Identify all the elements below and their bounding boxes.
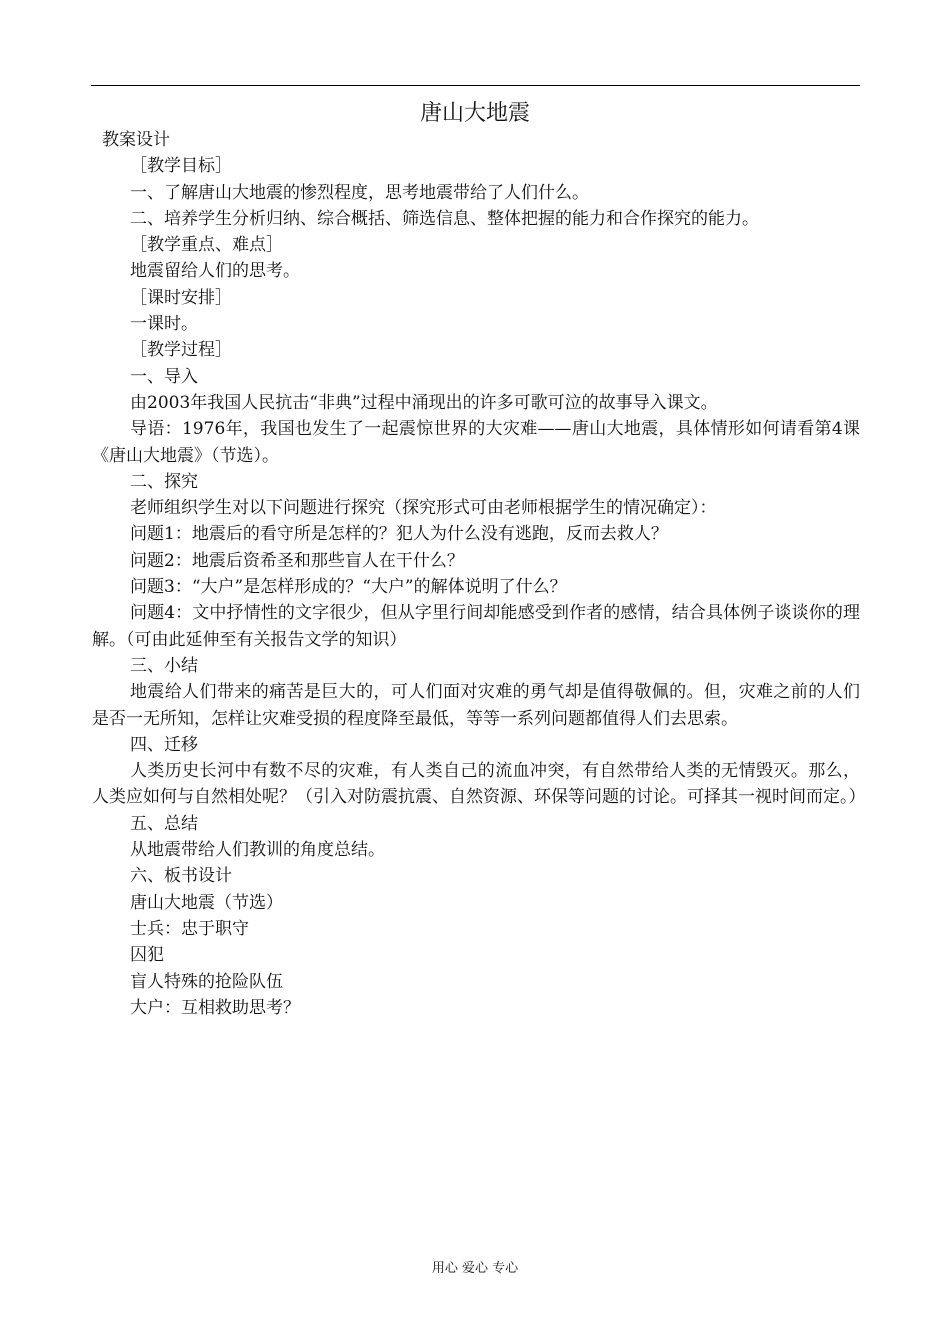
paragraph: 问题3：“大户”是怎样形成的？“大户”的解体说明了什么？ xyxy=(130,577,567,598)
paragraph: 一、导入 xyxy=(130,366,198,387)
paragraph: 盲人特殊的抢险队伍 xyxy=(130,971,283,992)
document-body xyxy=(92,127,866,1021)
paragraph: 地震给人们带来的痛苦是巨大的，可人们面对灾难的勇气却是值得敬佩的。但，灾难之前的人们是否一无所知，怎样让灾难受损的程度降至最低，等等一系列问题都值得人们去思索。 xyxy=(92,682,860,729)
paragraph: 二、培养学生分析归纳、综合概括、筛选信息、整体把握的能力和合作探究的能力。 xyxy=(130,208,759,229)
paragraph: 由2003年我国人民抗击“非典”过程中涌现出的许多可歌可泣的故事导入课文。 xyxy=(130,392,718,413)
paragraph: 问题4：文中抒情性的文字很少，但从字里行间却能感受到作者的感情，结合具体例子谈谈你的理解。（可由此延伸至有关报告文学的知识） xyxy=(92,603,860,650)
paragraph: 大户：互相救助思考？ xyxy=(130,997,300,1018)
paragraph: 导语：1976年，我国也发生了一起震惊世界的大灾难——唐山大地震，具体情形如何请看第4课《唐山大地震》（节选）。 xyxy=(92,419,860,466)
page-footer: 用心 爱心 专心 xyxy=(431,1261,519,1276)
paragraph: ［教学目标］ xyxy=(130,156,232,177)
paragraph: 二、探究 xyxy=(130,471,198,492)
paragraph: 人类历史长河中有数不尽的灾难，有人类自己的流血冲突，有自然带给人类的无情毁灭。那么，人类应如何与自然相处呢？（引入对防震抗震、自然资源、环保等问题的讨论。可择其一视时间而定。） xyxy=(92,761,866,808)
paragraph: 从地震带给人们教训的角度总结。 xyxy=(130,840,385,861)
paragraph: 问题1：地震后的看守所是怎样的？犯人为什么没有逃跑，反而去救人？ xyxy=(130,524,668,545)
paragraph: 三、小结 xyxy=(130,655,198,676)
paragraph: 士兵：忠于职守 xyxy=(130,918,249,939)
paragraph: 问题2：地震后资希圣和那些盲人在干什么？ xyxy=(130,550,464,571)
paragraph: 六、板书设计 xyxy=(130,866,232,887)
paragraph: 五、总结 xyxy=(130,813,198,834)
paragraph: 老师组织学生对以下问题进行探究（探究形式可由老师根据学生的情况确定）： xyxy=(130,498,717,519)
paragraph: 唐山大地震（节选） xyxy=(130,892,283,913)
paragraph: 囚犯 xyxy=(130,945,164,966)
document-title: 唐山大地震 xyxy=(419,101,530,126)
paragraph: 地震留给人们的思考。 xyxy=(130,261,300,282)
paragraph: 一、了解唐山大地震的惨烈程度，思考地震带给了人们什么。 xyxy=(130,182,589,203)
paragraph: ［课时安排］ xyxy=(130,287,232,308)
paragraph: ［教学重点、难点］ xyxy=(130,235,283,256)
header-rule xyxy=(91,85,860,86)
paragraph: 四、迁移 xyxy=(130,734,198,755)
subtitle: 教案设计 xyxy=(102,130,170,150)
paragraph: 一课时。 xyxy=(130,314,198,335)
paragraph: ［教学过程］ xyxy=(130,340,232,361)
